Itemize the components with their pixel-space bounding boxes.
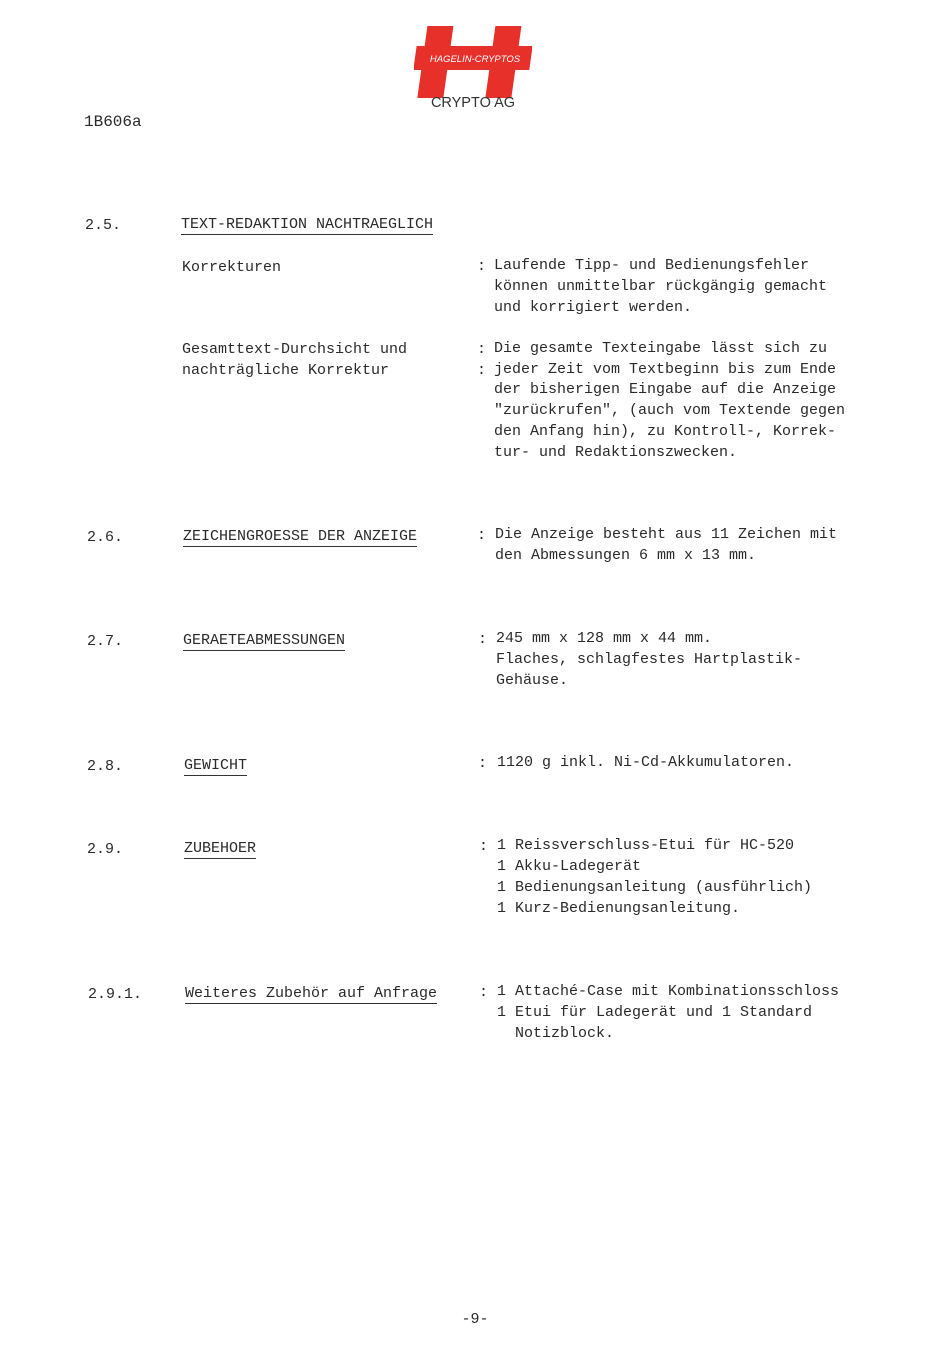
item-value: tur- und Redaktionszwecken. [494,444,738,461]
item-value: können unmittelbar rückgängig gemacht [494,278,828,295]
section-value: 1120 g inkl. Ni-Cd-Akkumulatoren. [497,754,795,771]
colon: : [477,527,487,544]
item-value: "zurückrufen", (auch vom Textende gegen [494,402,846,419]
item-value: jeder Zeit vom Textbeginn bis zum Ende [494,361,837,378]
section-number: 2.6. [87,529,124,546]
list-item: Notizblock. [497,1025,615,1042]
list-item: 1 Bedienungsanleitung (ausführlich) [497,879,813,896]
item-value: den Anfang hin), zu Kontroll-, Korrek- [494,423,837,440]
list-item: 1 Kurz-Bedienungsanleitung. [497,900,741,917]
section-value: den Abmessungen 6 mm x 13 mm. [495,547,757,564]
list-item: 1 Akku-Ladegerät [497,858,642,875]
section-title: GERAETEABMESSUNGEN [183,632,346,649]
item-label: nachträgliche Korrektur [182,362,390,379]
section-number: 2.9. [87,841,124,858]
colon: : [478,755,488,772]
item-value: der bisherigen Eingabe auf die Anzeige [494,381,837,398]
colon: : [479,838,489,855]
list-item: 1 Etui für Ladegerät und 1 Standard [497,1004,813,1021]
section-title: Weiteres Zubehör auf Anfrage [185,985,438,1002]
item-label: Korrekturen [182,259,282,276]
item-label: Gesamttext-Durchsicht und [182,341,408,358]
section-title: GEWICHT [184,757,248,774]
section-title: ZUBEHOER [184,840,257,857]
page-number: -9- [461,1311,489,1328]
section-value: 245 mm x 128 mm x 44 mm. [496,630,713,647]
section-value: Gehäuse. [496,672,569,689]
section-title: ZEICHENGROESSE DER ANZEIGE [183,528,418,545]
colon: : [477,362,487,379]
section-title: TEXT-REDAKTION NACHTRAEGLICH [181,216,434,233]
colon: : [478,631,488,648]
colon: : [477,341,487,358]
list-item: 1 Reissverschluss-Etui für HC-520 [497,837,795,854]
section-number: 2.8. [87,758,124,775]
list-item: 1 Attaché-Case mit Kombinationsschloss [497,983,840,1000]
section-number: 2.9.1. [88,986,143,1003]
item-value: Laufende Tipp- und Bedienungsfehler [494,257,810,274]
item-value: Die gesamte Texteingabe lässt sich zu [494,340,828,357]
colon: : [479,984,489,1001]
section-number: 2.7. [87,633,124,650]
document-reference: 1B606a [84,113,142,131]
company-name: CRYPTO AG [430,95,516,111]
section-value: Die Anzeige besteht aus 11 Zeichen mit [495,526,838,543]
section-number: 2.5. [85,217,122,234]
item-value: und korrigiert werden. [494,299,693,316]
colon: : [477,258,487,275]
section-value: Flaches, schlagfestes Hartplastik- [496,651,803,668]
svg-text:HAGELIN-CRYPTOS: HAGELIN-CRYPTOS [429,54,521,65]
